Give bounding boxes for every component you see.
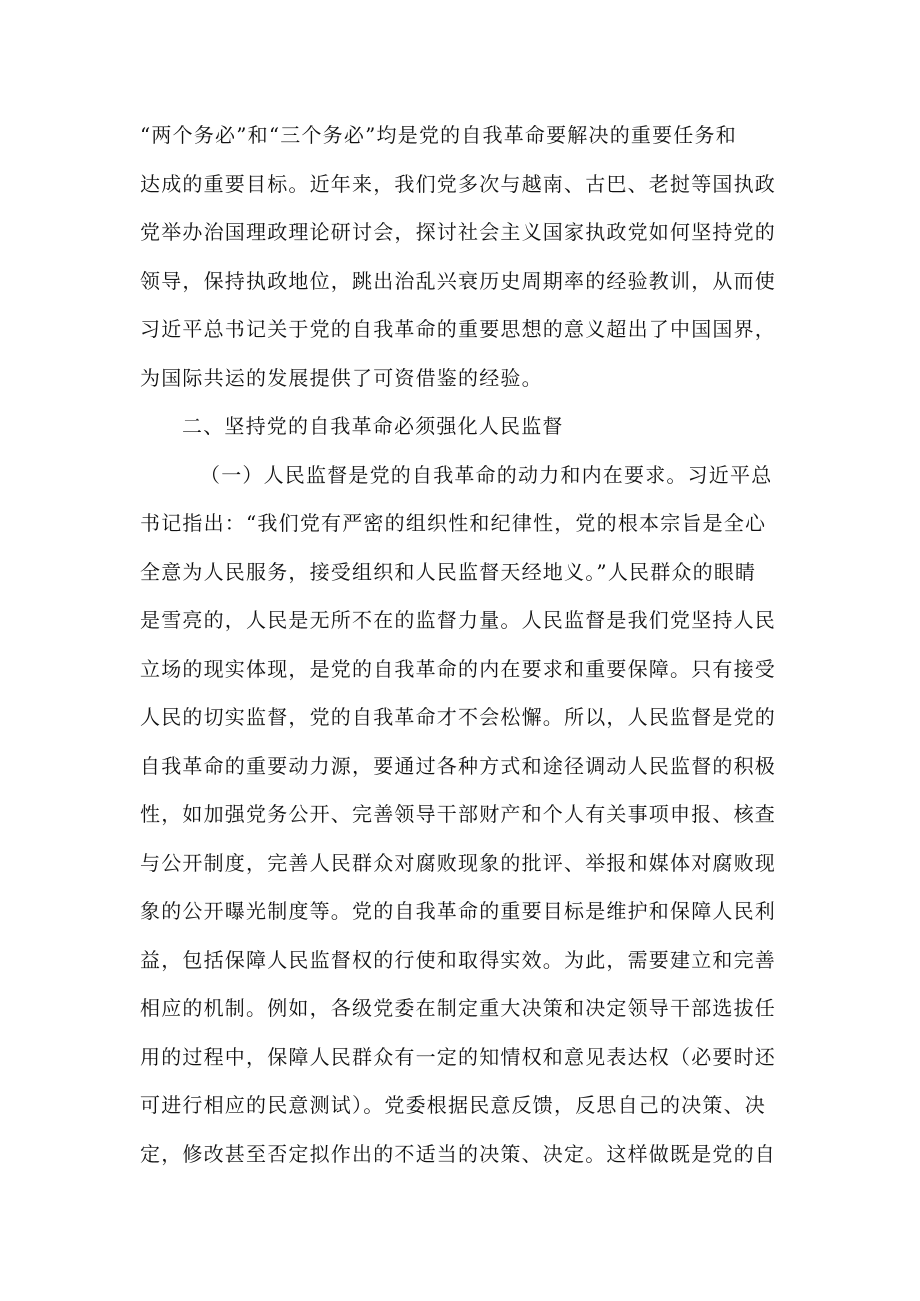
paragraph-1-line-3: 党举办治国理政理论研讨会，探讨社会主义国家执政党如何坚持党的 bbox=[140, 220, 776, 244]
paragraph-2-line-8: 性，如加强党务公开、完善领导干部财产和个人有关事项申报、核查 bbox=[140, 802, 776, 826]
paragraph-1-line-4: 领导，保持执政地位，跳出治乱兴衰历史周期率的经验教训，从而使 bbox=[140, 268, 776, 293]
body-text bbox=[140, 111, 790, 1178]
paragraph-2-line-12: 相应的机制。例如，各级党委在制定重大决策和决定领导干部选拔任 bbox=[140, 996, 776, 1020]
paragraph-2-line-7: 自我革命的重要动力源，要通过各种方式和途径调动人民监督的积极 bbox=[140, 753, 776, 778]
paragraph-1-line-1: “两个务必”和“三个务必”均是党的自我革命要解决的重要任务和 bbox=[140, 123, 737, 147]
paragraph-1-line-5: 习近平总书记关于党的自我革命的重要思想的意义超出了中国国界， bbox=[140, 317, 776, 341]
paragraph-2-line-4: 是雪亮的，人民是无所不在的监督力量。人民监督是我们党坚持人民 bbox=[140, 608, 776, 632]
paragraph-2-line-6: 人民的切实监督，党的自我革命才不会松懈。所以，人民监督是党的 bbox=[140, 705, 776, 729]
paragraph-2-line-10: 象的公开曝光制度等。党的自我革命的重要目标是维护和保障人民利 bbox=[140, 899, 776, 923]
paragraph-2-line-3: 全意为人民服务，接受组织和人民监督天经地义。”人民群众的眼睛 bbox=[140, 559, 757, 584]
paragraph-2-line-2: 书记指出：“我们党有严密的组织性和纪律性，党的根本宗旨是全心 bbox=[140, 511, 767, 535]
paragraph-2-line-1: （一）人民监督是党的自我革命的动力和内在要求。习近平总 bbox=[200, 462, 773, 487]
section-heading: 二、坚持党的自我革命必须强化人民监督 bbox=[182, 414, 564, 438]
paragraph-2-line-11: 益，包括保障人民监督权的行使和取得实效。为此，需要建立和完善 bbox=[140, 947, 776, 972]
paragraph-2-line-15: 定，修改甚至否定拟作出的不适当的决策、决定。这样做既是党的自 bbox=[140, 1141, 776, 1166]
paragraph-2-line-5: 立场的现实体现，是党的自我革命的内在要求和重要保障。只有接受 bbox=[140, 656, 776, 681]
paragraph-1-line-2: 达成的重要目标。近年来，我们党多次与越南、古巴、老挝等国执政 bbox=[140, 171, 776, 196]
paragraph-1-line-6: 为国际共运的发展提供了可资借鉴的经验。 bbox=[140, 365, 543, 390]
paragraph-2-line-13: 用的过程中，保障人民群众有一定的知情权和意见表达权（必要时还 bbox=[140, 1044, 776, 1069]
paragraph-2-line-9: 与公开制度，完善人民群众对腐败现象的批评、举报和媒体对腐败现 bbox=[140, 850, 776, 875]
paragraph-2-line-14: 可进行相应的民意测试）。党委根据民意反馈，反思自己的决策、决 bbox=[140, 1093, 766, 1117]
